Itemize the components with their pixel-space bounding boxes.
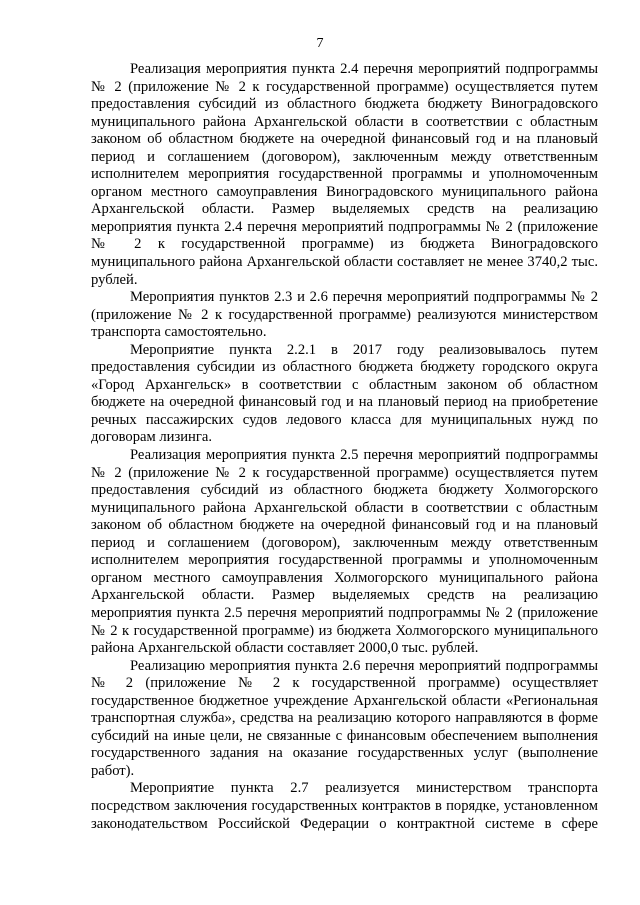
paragraph-measure-2-2-1: Мероприятие пункта 2.2.1 в 2017 году реализовывалось путем предоставления субсидии из областного бюджета бюджету городского округа «Город Архангельск» в соответствии с областным законом об областном бюджете на очередной финансовый год и на плановый период на приобретение речных пассажирских судов ледового класса для муниципальных нужд по договорам лизинга. — [91, 341, 598, 446]
document-body — [91, 61, 598, 833]
paragraph-measure-2-6: Реализацию мероприятия пункта 2.6 перечня мероприятий подпрограммы № 2 (приложение № 2 к государственной программе) осуществляет государственное бюджетное учреждение Архангельской области «Региональная транспортная служба», средства на реализацию которого направляются в форме субсидий на иные цели, не связанные с финансовым обеспечением выполнения государственного задания на оказание государственных услуг (выполнение работ). — [91, 657, 598, 779]
paragraph-measure-2-4: Реализация мероприятия пункта 2.4 перечня мероприятий подпрограммы № 2 (приложение № 2 к государственной программе) осуществляется путем предоставления субсидий из областного бюджета бюджету Виноградовского муниципального района Архангельской области в соответствии с областным законом об областном бюджете на очередной финансовый год и на плановый период и соглашением (договором), заключенным между ответственным исполнителем мероприятия государственной программы и уполномоченным органом местного самоуправления Виноградовского муниципального района Архангельской области. Размер выделяемых средств на реализацию мероприятия пункта 2.4 перечня мероприятий подпрограммы № 2 (приложение № 2 к государственной программе) из бюджета Виноградовского муниципального района Архангельской области составляет не менее 3740,2 тыс. рублей. — [91, 61, 598, 288]
paragraph-measures-2-3-2-6: Мероприятия пунктов 2.3 и 2.6 перечня мероприятий подпрограммы № 2 (приложение № 2 к государственной программе) реализуются министерством транспорта самостоятельно. — [91, 289, 598, 341]
paragraph-measure-2-7: Мероприятие пункта 2.7 реализуется министерством транспорта посредством заключения государственных контрактов в порядке, установленном законодательством Российской Федерации о контрактной системе в сфере — [91, 780, 598, 832]
paragraph-measure-2-5: Реализация мероприятия пункта 2.5 перечня мероприятий подпрограммы № 2 (приложение № 2 к государственной программе) осуществляется путем предоставления субсидий из областного бюджета бюджету Холмогорского муниципального района Архангельской области в соответствии с областным законом об областном бюджете на очередной финансовый год и на плановый период и соглашением (договором), заключенным между ответственным исполнителем мероприятия государственной программы и уполномоченным органом местного самоуправления Холмогорского муниципального района Архангельской области. Размер выделяемых средств на реализацию мероприятия пункта 2.5 перечня мероприятий подпрограммы № 2 (приложение № 2 к государственной программе) из бюджета Холмогорского муниципального района Архангельской области составляет 2000,0 тыс. рублей. — [91, 447, 598, 657]
page-number: 7 — [316, 36, 324, 51]
